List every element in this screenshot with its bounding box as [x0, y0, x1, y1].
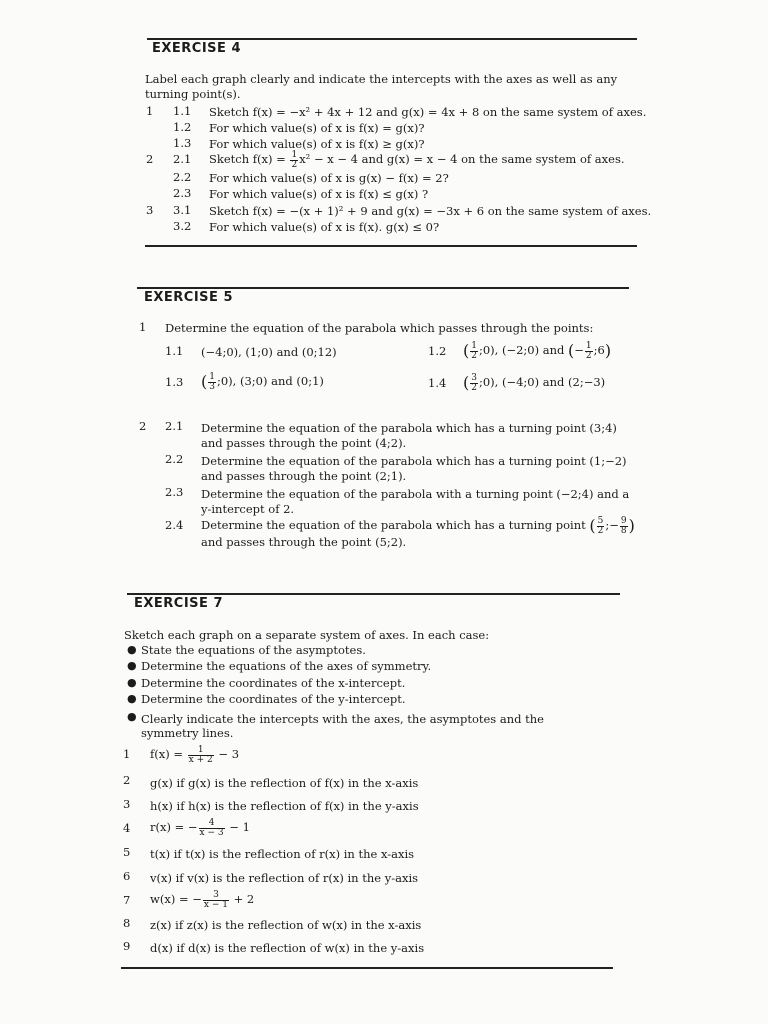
bullet-dot: ● [127, 659, 137, 672]
ex4-q3-number: 3 [146, 203, 154, 217]
bullet-dot: ● [127, 710, 137, 723]
ex5-q2-3-line2: y-intercept of 2. [201, 502, 295, 516]
ex4-intro-line1: Label each graph clearly and indicate the intercepts with the axes as well as any [145, 72, 618, 86]
fraction: $\frac{5}{2}$ [597, 515, 604, 536]
ex7-item-4-number: 4 [123, 821, 131, 835]
ex5-q1-3-text: ( $\frac{1}{3}$ ;0), (3;0) and (0;1) [201, 371, 324, 392]
ex4-q2-3-number: 2.3 [173, 186, 192, 200]
ex4-q2-1-text-b: x² − x − 4 and g(x) = x − 4 on the same system of axes. [299, 152, 625, 166]
ex4-q3-1-number: 3.1 [173, 203, 192, 217]
fraction: $\frac{1}{3}$ [209, 371, 215, 392]
ex5-q1-1-text: (−4;0), (1;0) and (0;12) [201, 345, 337, 359]
ex5-q2-2-line2: and passes through the point (2;1). [201, 469, 407, 483]
ex5-q1-4-number: 1.4 [428, 376, 447, 390]
ex5-q2-2-line1: Determine the equation of the parabola which has a turning point (1;−2) [201, 454, 627, 468]
ex7-item-1-text: f(x) = $\frac{1}{x + 2}$ − 3 [150, 744, 240, 765]
ex7-bullet-2: Determine the equations of the axes of symmetry. [141, 659, 432, 673]
ex4-q1-3-number: 1.3 [173, 136, 192, 150]
ex7-item-2-number: 2 [123, 773, 131, 787]
ex4-top-rule [147, 38, 637, 40]
ex5-q2-3-number: 2.3 [165, 485, 184, 499]
ex4-q1-1-text: Sketch f(x) = −x² + 4x + 12 and g(x) = 4x + 8 on the same system of axes. [209, 105, 647, 119]
ex7-bullet-5: Clearly indicate the intercepts with the axes, the asymptotes and the [141, 712, 544, 726]
ex7-item-8-number: 8 [123, 916, 131, 930]
ex7-item-8-text: z(x) if z(x) is the reflection of w(x) in the x-axis [150, 918, 422, 932]
ex4-bottom-rule [145, 245, 637, 247]
ex4-q1-2-number: 1.2 [173, 120, 192, 134]
ex5-q1-text: Determine the equation of the parabola which passes through the points: [165, 321, 594, 335]
fraction: $\frac{3}{x - 1}$ [203, 889, 228, 910]
fraction: $\frac{3}{2}$ [471, 372, 477, 393]
ex4-q1-2-text: For which value(s) of x is f(x) = g(x)? [209, 121, 425, 135]
ex5-top-rule [137, 287, 629, 289]
ex7-title: EXERCISE 7 [134, 596, 223, 611]
ex7-intro: Sketch each graph on a separate system of axes. In each case: [124, 628, 490, 642]
bullet-dot: ● [127, 643, 137, 656]
ex5-q2-4-number: 2.4 [165, 518, 184, 532]
ex7-item-7-number: 7 [123, 893, 131, 907]
ex7-bullet-4: Determine the coordinates of the y-intercept. [141, 692, 406, 706]
ex5-q2-number: 2 [139, 419, 147, 433]
fraction: $\frac{4}{x - 3}$ [199, 817, 224, 838]
fraction: $\frac{1}{x + 2}$ [188, 744, 213, 765]
fraction: $\frac{1}{2}$ [471, 340, 477, 361]
ex7-bullet-1: State the equations of the asymptotes. [141, 643, 366, 657]
ex5-q2-4-line1: Determine the equation of the parabola which has a turning point ( $\frac{5}{2}$ ;− $\frac{9}{8}$ ) [201, 515, 635, 536]
fraction: $\frac{9}{8}$ [620, 515, 627, 536]
ex4-q2-2-number: 2.2 [173, 170, 192, 184]
ex4-q3-2-text: For which value(s) of x is f(x). g(x) ≤ 0? [209, 220, 440, 234]
ex5-title: EXERCISE 5 [144, 290, 233, 305]
ex4-q1-3-text: For which value(s) of x is f(x) ≥ g(x)? [209, 137, 425, 151]
half-fraction: $\frac{1}{2}$ [291, 149, 298, 170]
ex5-q1-3-number: 1.3 [165, 375, 184, 389]
ex4-title: EXERCISE 4 [152, 41, 241, 56]
ex4-q2-3-text: For which value(s) of x is f(x) ≤ g(x) ? [209, 187, 429, 201]
ex7-item-5-text: t(x) if t(x) is the reflection of r(x) in the x-axis [150, 847, 415, 861]
ex4-q2-1-text-a: Sketch f(x) = [209, 152, 290, 166]
ex7-item-3-number: 3 [123, 797, 131, 811]
ex7-item-3-text: h(x) if h(x) is the reflection of f(x) in the y-axis [150, 799, 419, 813]
ex5-q2-1-line1: Determine the equation of the parabola which has a turning point (3;4) [201, 421, 617, 435]
ex4-q3-2-number: 3.2 [173, 219, 192, 233]
bullet-dot: ● [127, 692, 137, 705]
ex5-q2-2-number: 2.2 [165, 452, 184, 466]
ex5-q2-1-line2: and passes through the point (4;2). [201, 436, 407, 450]
ex4-q2-1-text [209, 149, 625, 170]
ex5-q1-2-number: 1.2 [428, 344, 447, 358]
ex7-item-1-number: 1 [123, 747, 131, 761]
ex7-item-6-number: 6 [123, 869, 131, 883]
ex5-q2-1-number: 2.1 [165, 419, 184, 433]
ex5-q1-number: 1 [139, 320, 147, 334]
ex7-item-4-text: r(x) = − $\frac{4}{x - 3}$ − 1 [150, 817, 250, 838]
ex7-item-5-number: 5 [123, 845, 131, 859]
ex7-item-7-text: w(x) = − $\frac{3}{x - 1}$ + 2 [150, 889, 255, 910]
bullet-dot: ● [127, 676, 137, 689]
ex7-bullet-3: Determine the coordinates of the x-intercept. [141, 676, 406, 690]
ex5-q2-4-line2: and passes through the point (5;2). [201, 535, 407, 549]
ex4-q1-number: 1 [146, 104, 154, 118]
ex4-q2-1-number: 2.1 [173, 152, 192, 166]
ex7-item-9-text: d(x) if d(x) is the reflection of w(x) in the y-axis [150, 941, 425, 955]
ex7-item-2-text: g(x) if g(x) is the reflection of f(x) in the x-axis [150, 776, 419, 790]
ex5-q1-1-number: 1.1 [165, 344, 184, 358]
ex5-q2-3-line1: Determine the equation of the parabola with a turning point (−2;4) and a [201, 487, 630, 501]
ex7-bullet-5-cont: symmetry lines. [141, 726, 234, 740]
ex4-q2-2-text: For which value(s) of x is g(x) − f(x) = 2? [209, 171, 449, 185]
ex5-q1-2-text: ( $\frac{1}{2}$ ;0), (−2;0) and (− $\frac{1}{2}$ ;6) [463, 340, 612, 361]
ex4-q1-1-number: 1.1 [173, 104, 192, 118]
ex7-bottom-rule [121, 967, 613, 969]
ex4-intro-line2: turning point(s). [145, 87, 241, 101]
ex7-top-rule [127, 593, 620, 595]
ex7-item-6-text: v(x) if v(x) is the reflection of r(x) in the y-axis [150, 871, 419, 885]
ex5-q1-4-text: ( $\frac{3}{2}$ ;0), (−4;0) and (2;−3) [463, 372, 606, 393]
ex4-q3-1-text: Sketch f(x) = −(x + 1)² + 9 and g(x) = −3x + 6 on the same system of axes. [209, 204, 652, 218]
ex4-q2-number: 2 [146, 152, 154, 166]
fraction: $\frac{1}{2}$ [585, 340, 592, 361]
ex7-item-9-number: 9 [123, 939, 131, 953]
